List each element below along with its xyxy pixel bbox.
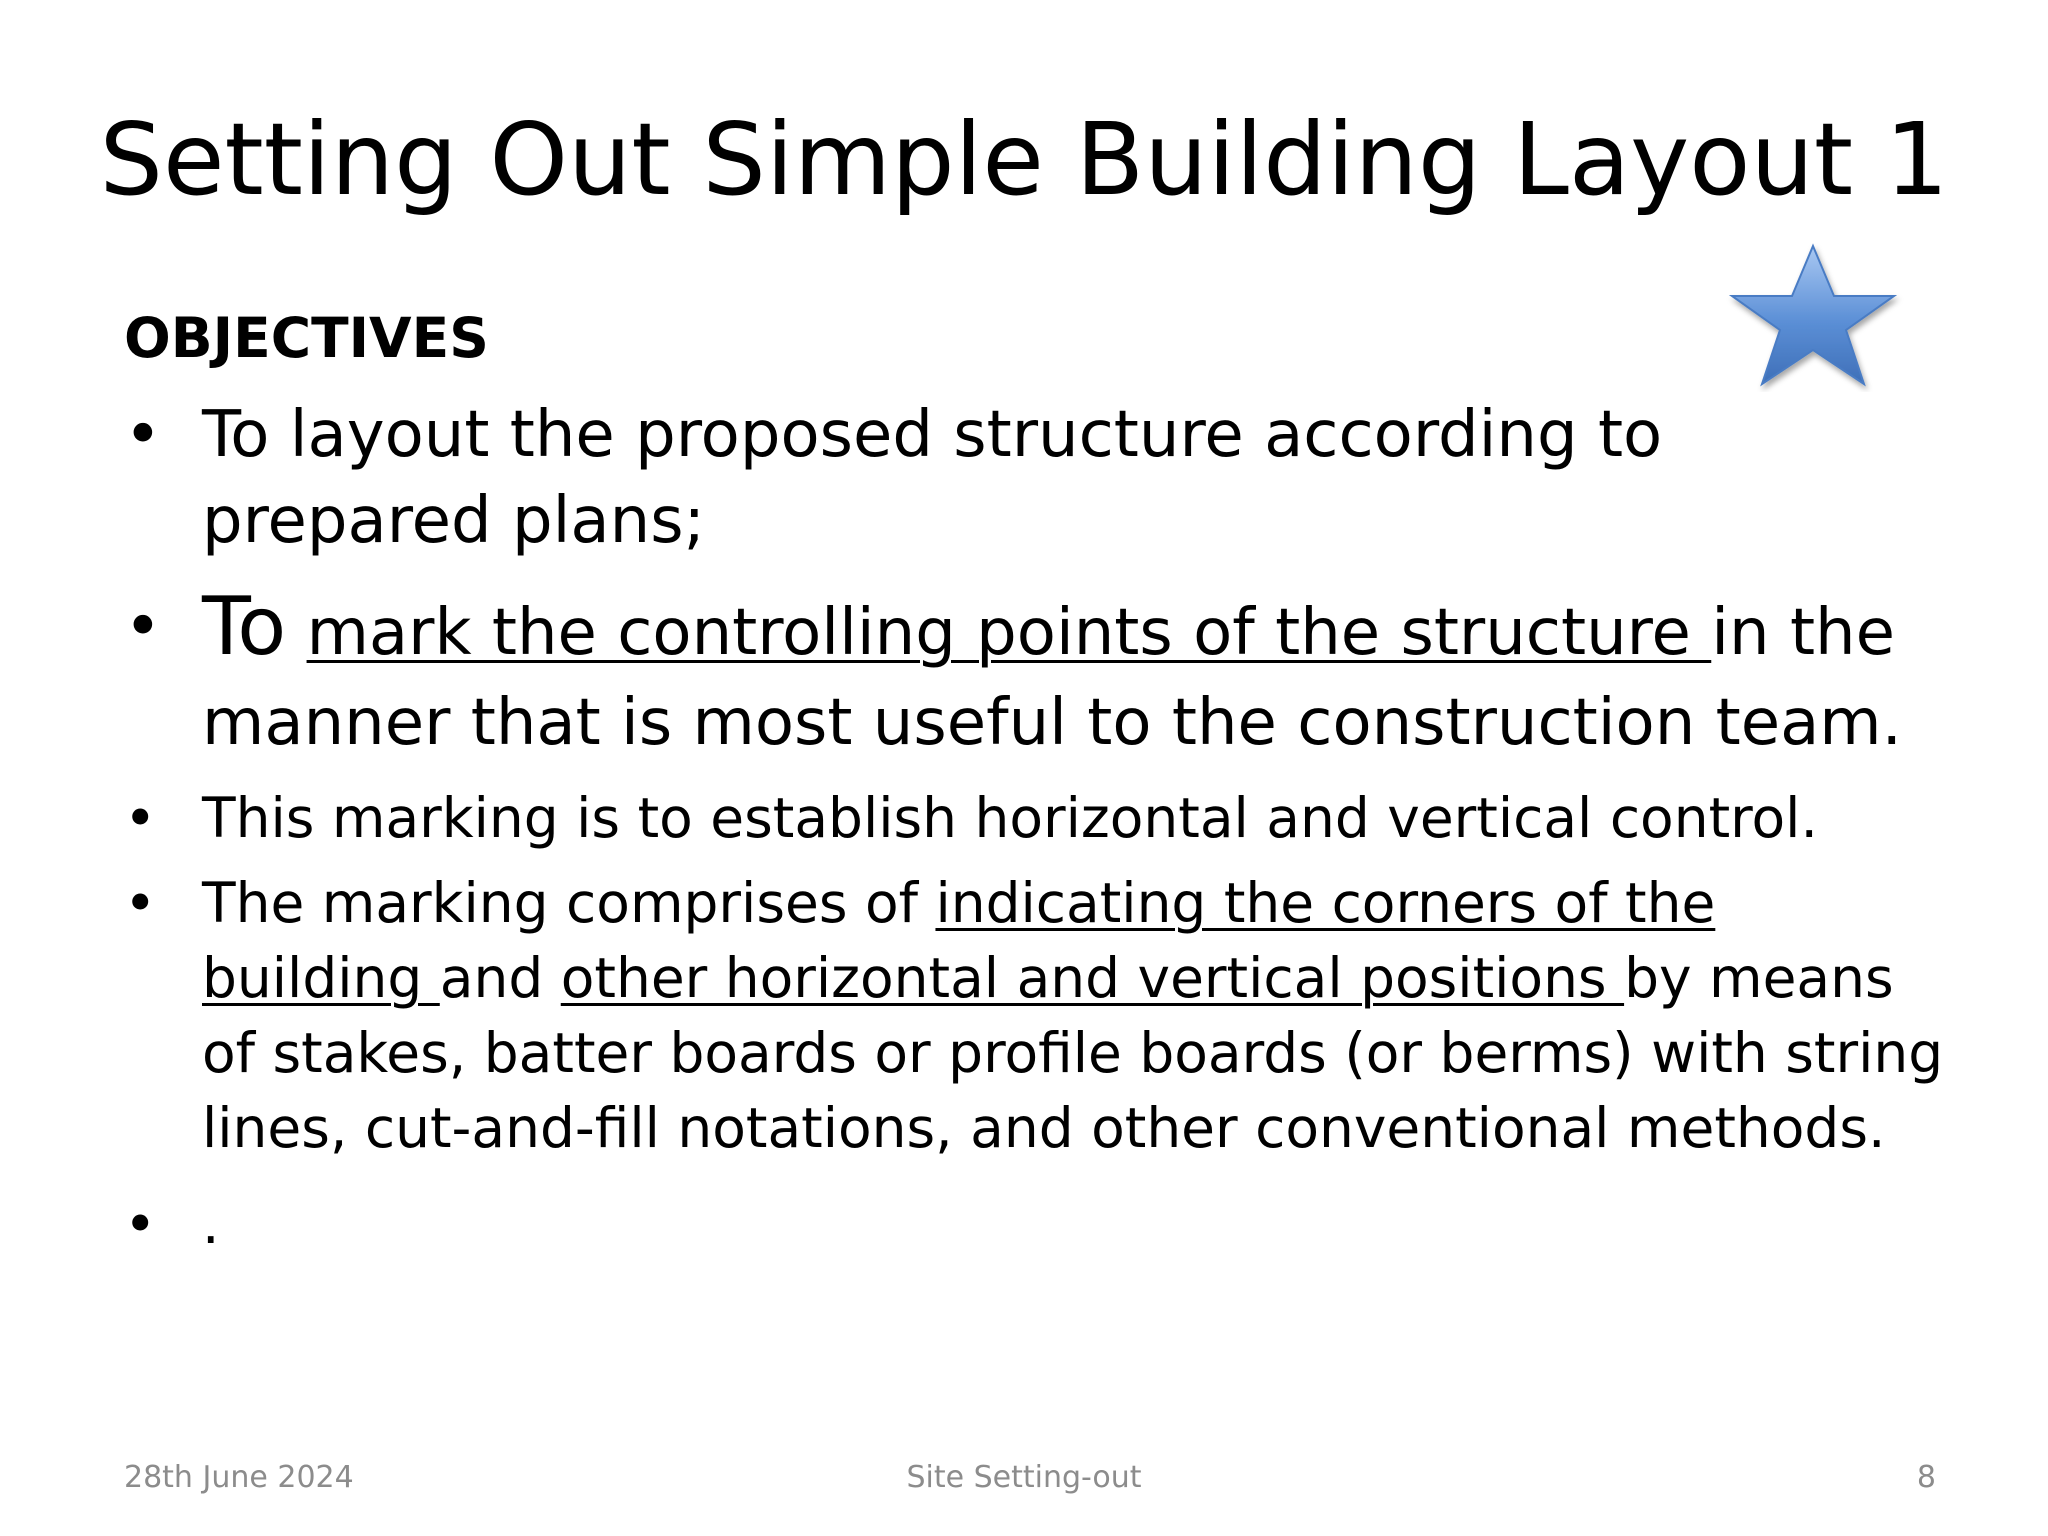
- star-icon: [1722, 240, 1904, 392]
- bullet-item: [124, 866, 1944, 1166]
- bullet-item: [124, 392, 1944, 564]
- bullet-lead-text: To: [202, 580, 287, 673]
- bullet-marker: •: [124, 871, 157, 935]
- slide-title: Setting Out Simple Building Layout 1: [99, 101, 1949, 218]
- bullet-text: .: [202, 1192, 220, 1256]
- bullet-text: This marking is to establish horizontal and vertical control.: [202, 786, 1818, 850]
- bullet-marker: •: [124, 1192, 157, 1256]
- bullet-text: and: [439, 946, 561, 1010]
- bullet-marker: •: [124, 590, 162, 664]
- bullet-text: by means of stakes, batter boards or profile boards (or berms) with string lines, cut-and-fill notations, and other conventional methods.: [202, 946, 1944, 1160]
- objectives-heading: OBJECTIVES: [124, 306, 489, 370]
- bullet-item: [124, 1188, 1944, 1260]
- bullet-underlined-text: other horizontal and vertical positions: [560, 946, 1625, 1010]
- bullet-list: [124, 392, 1944, 1260]
- bullet-underlined-text: indicating the corners of the building: [202, 871, 1716, 1010]
- bullet-marker: •: [124, 398, 162, 472]
- bullet-marker: •: [124, 786, 157, 850]
- bullet-item: [124, 582, 1944, 768]
- footer-page-number: 8: [1916, 1460, 1936, 1495]
- bullet-text: To layout the proposed structure according to prepared plans;: [202, 398, 1663, 558]
- bullet-text: The marking comprises of: [202, 871, 936, 935]
- bullet-underlined-text: mark the controlling points of the structure: [306, 596, 1712, 670]
- footer-title: Site Setting-out: [906, 1460, 1142, 1495]
- bullet-text: in the manner that is most useful to the construction team.: [202, 596, 1902, 760]
- bullet-item: [124, 782, 1944, 854]
- footer-date: 28th June 2024: [124, 1460, 354, 1495]
